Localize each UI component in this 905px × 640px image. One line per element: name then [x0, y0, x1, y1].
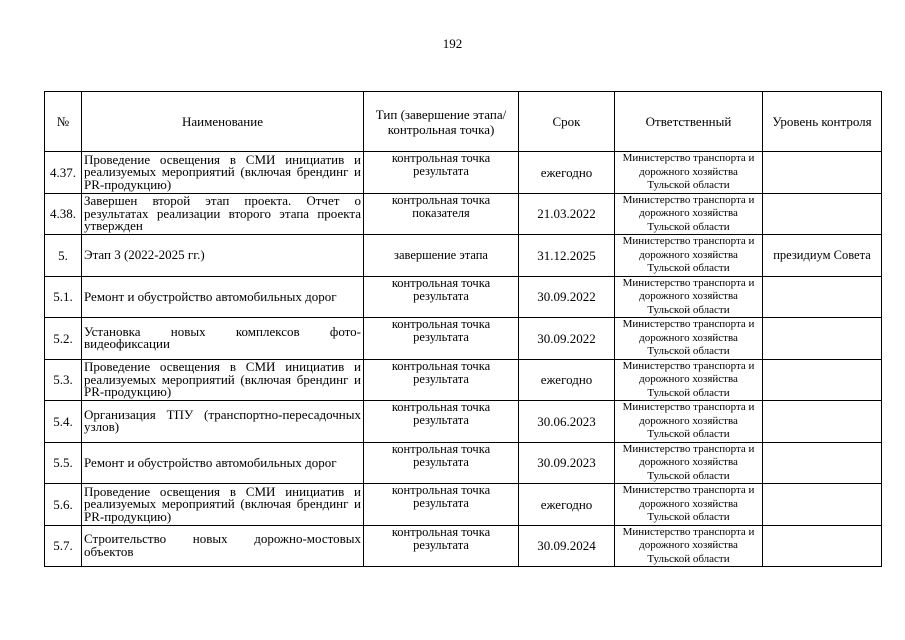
row-type: контрольная точка результата: [364, 152, 519, 194]
row-responsible: Министерство транспорта и дорожного хозяйства Тульской области: [615, 318, 763, 360]
row-responsible: Министерство транспорта и дорожного хозяйства Тульской области: [615, 276, 763, 318]
row-number: 5.5.: [45, 442, 82, 484]
row-number: 5.4.: [45, 401, 82, 443]
row-control: [763, 193, 882, 235]
header-control: Уровень контроля: [763, 92, 882, 152]
row-control: [763, 359, 882, 401]
row-number: 4.37.: [45, 152, 82, 194]
row-number: 5.2.: [45, 318, 82, 360]
page-number: 192: [442, 36, 463, 51]
row-control: [763, 525, 882, 567]
row-name: Этап 3 (2022-2025 гг.): [82, 235, 364, 277]
row-number: 5.6.: [45, 484, 82, 526]
row-number: 4.38.: [45, 193, 82, 235]
row-responsible: Министерство транспорта и дорожного хозяйства Тульской области: [615, 442, 763, 484]
row-name: Завершен второй этап проекта. Отчет о результатах реализации второго этапа проекта утвержден: [82, 193, 364, 235]
milestones-table: [44, 91, 882, 567]
row-date: ежегодно: [519, 484, 615, 526]
row-name: Установка новых комплексов фото-видеофиксации: [82, 318, 364, 360]
row-type: контрольная точка результата: [364, 359, 519, 401]
row-name: Ремонт и обустройство автомобильных дорог: [82, 276, 364, 318]
table-row: [45, 276, 882, 318]
table-header-row: [45, 92, 882, 152]
table-row: [45, 484, 882, 526]
row-control: [763, 152, 882, 194]
row-control: президиум Совета: [763, 235, 882, 277]
table-row: [45, 193, 882, 235]
row-name: Проведение освещения в СМИ инициатив и реализуемых мероприятий (включая брендинг и PR-продукцию): [82, 359, 364, 401]
row-date: 30.09.2024: [519, 525, 615, 567]
row-control: [763, 401, 882, 443]
row-date: ежегодно: [519, 152, 615, 194]
table-row: [45, 401, 882, 443]
row-control: [763, 484, 882, 526]
table-row: [45, 525, 882, 567]
row-name: Организация ТПУ (транспортно-пересадочных узлов): [82, 401, 364, 443]
row-responsible: Министерство транспорта и дорожного хозяйства Тульской области: [615, 152, 763, 194]
table-row: [45, 235, 882, 277]
row-type: контрольная точка результата: [364, 442, 519, 484]
row-responsible: Министерство транспорта и дорожного хозяйства Тульской области: [615, 359, 763, 401]
header-num: №: [45, 92, 82, 152]
table-row: [45, 318, 882, 360]
row-number: 5.1.: [45, 276, 82, 318]
row-date: 31.12.2025: [519, 235, 615, 277]
row-type: контрольная точка результата: [364, 276, 519, 318]
row-control: [763, 318, 882, 360]
row-responsible: Министерство транспорта и дорожного хозяйства Тульской области: [615, 525, 763, 567]
row-type: контрольная точка результата: [364, 525, 519, 567]
row-type: завершение этапа: [364, 235, 519, 277]
row-control: [763, 276, 882, 318]
row-name: Ремонт и обустройство автомобильных дорог: [82, 442, 364, 484]
row-date: ежегодно: [519, 359, 615, 401]
row-responsible: Министерство транспорта и дорожного хозяйства Тульской области: [615, 401, 763, 443]
header-date: Срок: [519, 92, 615, 152]
row-type: контрольная точка результата: [364, 484, 519, 526]
table-row: [45, 152, 882, 194]
row-responsible: Министерство транспорта и дорожного хозяйства Тульской области: [615, 484, 763, 526]
table-body: [45, 152, 882, 567]
row-control: [763, 442, 882, 484]
row-type: контрольная точка результата: [364, 318, 519, 360]
header-type: Тип (завершение этапа/контрольная точка): [364, 92, 519, 152]
row-date: 30.09.2022: [519, 276, 615, 318]
row-type: контрольная точка показателя: [364, 193, 519, 235]
row-date: 21.03.2022: [519, 193, 615, 235]
row-number: 5.: [45, 235, 82, 277]
row-number: 5.7.: [45, 525, 82, 567]
header-name: Наименование: [82, 92, 364, 152]
row-number: 5.3.: [45, 359, 82, 401]
row-date: 30.06.2023: [519, 401, 615, 443]
row-name: Строительство новых дорожно-мостовых объектов: [82, 525, 364, 567]
header-responsible: Ответственный: [615, 92, 763, 152]
row-type: контрольная точка результата: [364, 401, 519, 443]
row-responsible: Министерство транспорта и дорожного хозяйства Тульской области: [615, 193, 763, 235]
row-date: 30.09.2023: [519, 442, 615, 484]
row-date: 30.09.2022: [519, 318, 615, 360]
table-row: [45, 359, 882, 401]
row-name: Проведение освещения в СМИ инициатив и реализуемых мероприятий (включая брендинг и PR-продукцию): [82, 484, 364, 526]
table-row: [45, 442, 882, 484]
row-responsible: Министерство транспорта и дорожного хозяйства Тульской области: [615, 235, 763, 277]
row-name: Проведение освещения в СМИ инициатив и реализуемых мероприятий (включая брендинг и PR-продукцию): [82, 152, 364, 194]
